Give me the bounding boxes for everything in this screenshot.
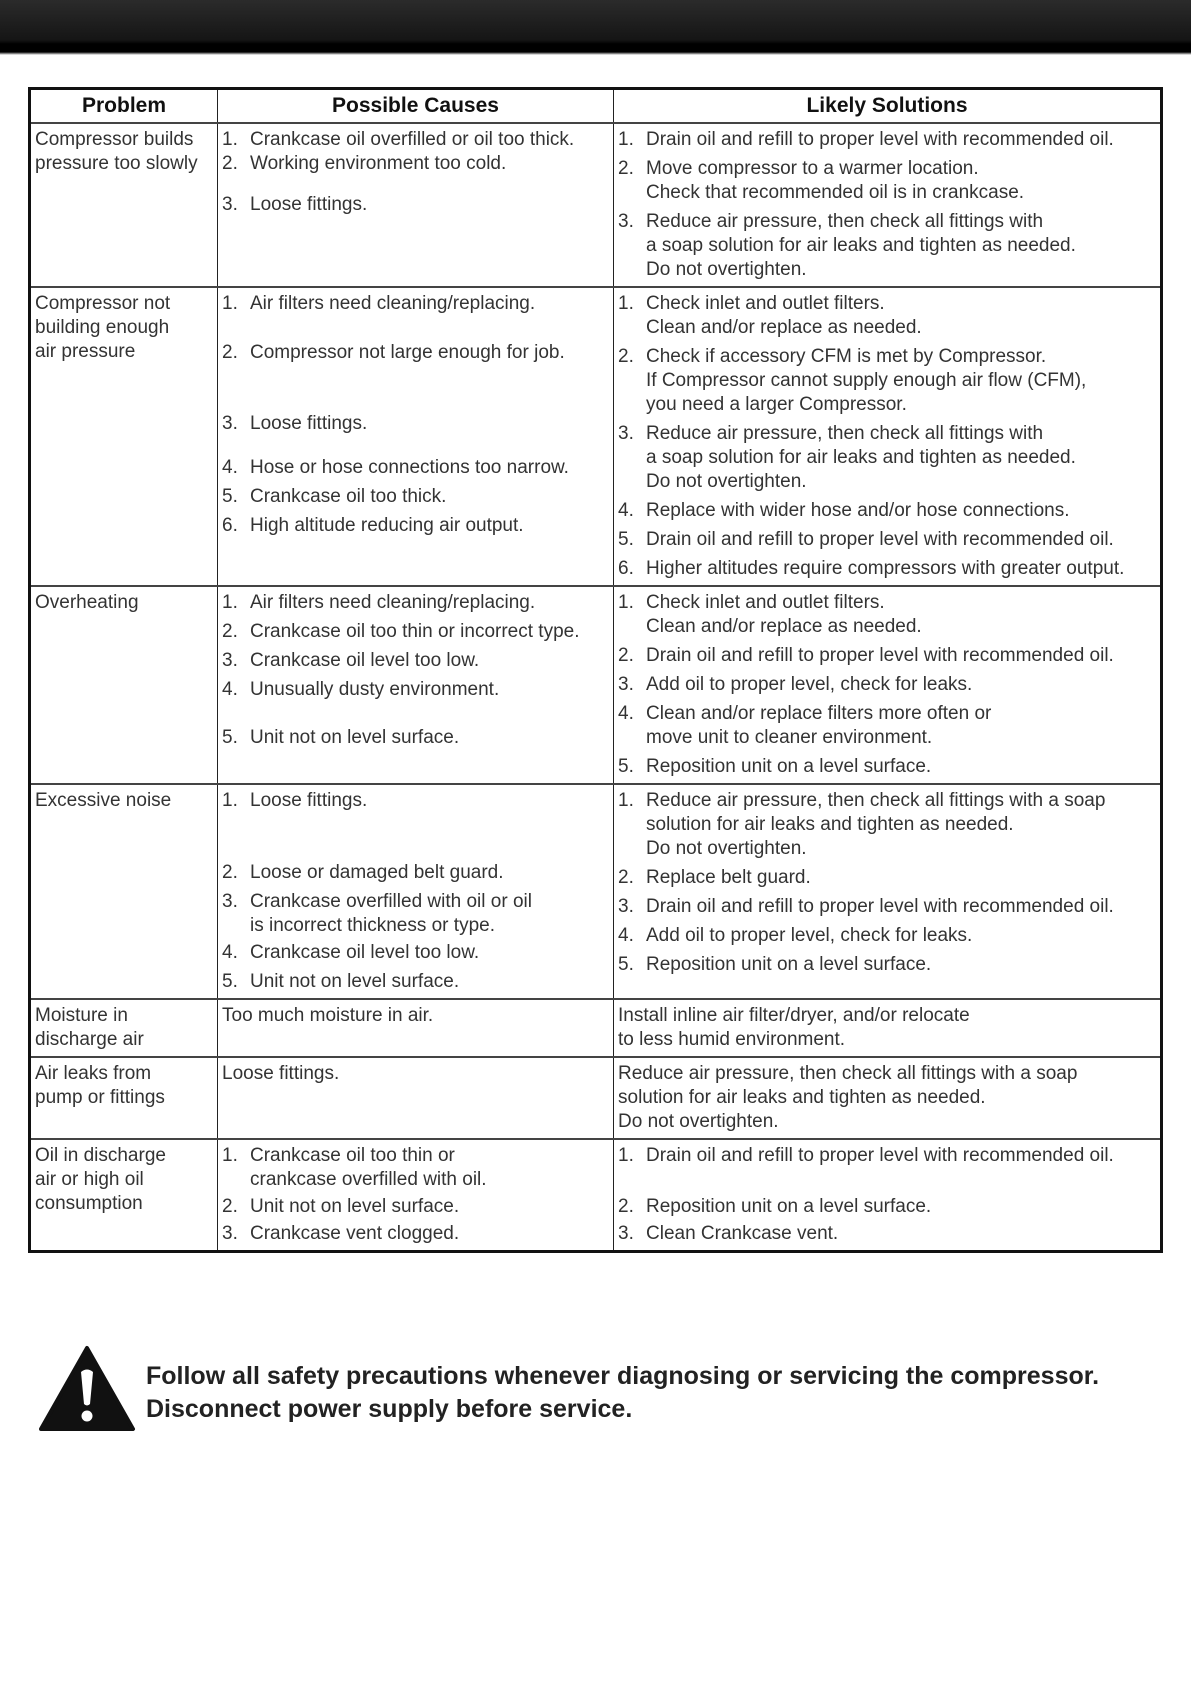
item-line: Loose or damaged belt guard.: [250, 862, 504, 883]
item-line: Crankcase oil too thin or incorrect type.: [250, 621, 580, 642]
item-line: Too much moisture in air.: [222, 1005, 434, 1026]
item-text: [250, 341, 609, 365]
item-number: 4.: [222, 679, 238, 700]
item-line: Do not overtighten.: [618, 1111, 779, 1132]
item-text: [250, 620, 609, 644]
problem-line: Air leaks from: [35, 1063, 152, 1084]
item-line: Unit not on level surface.: [250, 1196, 460, 1217]
solution-item: [618, 924, 1156, 948]
item-line: Clean and/or replace filters more often or: [646, 703, 992, 724]
cause-item: [222, 341, 609, 365]
cause-item: [222, 412, 609, 436]
cause-item: [222, 514, 609, 538]
item-text: [250, 1144, 609, 1192]
cause-item: [222, 1062, 609, 1086]
item-text: [250, 726, 609, 750]
causes-cell: [218, 1139, 614, 1252]
cause-item: [222, 1144, 609, 1192]
solution-item: [618, 895, 1156, 919]
item-text: [250, 941, 609, 965]
item-text: [250, 591, 609, 615]
item-line: Reduce air pressure, then check all fittings with: [646, 423, 1044, 444]
solution-item: [618, 1222, 1156, 1246]
item-text: [646, 128, 1156, 152]
item-line: Reduce air pressure, then check all fittings with a soap: [618, 1063, 1078, 1084]
item-number: 3.: [618, 211, 634, 232]
item-text: [250, 649, 609, 673]
item-line: Clean and/or replace as needed.: [646, 616, 922, 637]
item-number: 2.: [222, 1196, 238, 1217]
item-text: [250, 890, 609, 938]
item-text: [250, 152, 609, 176]
cause-item: [222, 292, 609, 316]
item-line: Loose fittings.: [250, 194, 368, 215]
header-problem: Problem: [30, 89, 218, 124]
problem-line: consumption: [35, 1193, 143, 1214]
problem-cell: [30, 287, 218, 586]
table-row: [30, 123, 1162, 287]
item-line: Drain oil and refill to proper level with recommended oil.: [646, 129, 1114, 150]
item-line: Clean and/or replace as needed.: [646, 317, 922, 338]
item-text: [250, 861, 609, 885]
causes-cell: [218, 586, 614, 784]
item-line: Unit not on level surface.: [250, 727, 460, 748]
item-line: move unit to cleaner environment.: [646, 727, 933, 748]
item-text: [646, 591, 1156, 639]
cause-item: [222, 726, 609, 750]
item-text: [222, 1062, 609, 1086]
table-row: [30, 287, 1162, 586]
item-line: Drain oil and refill to proper level with recommended oil.: [646, 896, 1114, 917]
solution-item: [618, 557, 1156, 581]
problem-line: Compressor builds: [35, 129, 194, 150]
item-text: [646, 157, 1156, 205]
item-text: [646, 953, 1156, 977]
item-line: Unusually dusty environment.: [250, 679, 500, 700]
item-line: crankcase overfilled with oil.: [250, 1169, 487, 1190]
item-line: a soap solution for air leaks and tighten as needed.: [646, 447, 1076, 468]
item-text: [646, 345, 1156, 417]
solution-item: [618, 789, 1156, 861]
solution-item: [618, 673, 1156, 697]
item-number: 5.: [618, 529, 634, 550]
problem-cell: [30, 123, 218, 287]
item-number: 1.: [618, 592, 634, 613]
item-number: 2.: [222, 342, 238, 363]
causes-cell: [218, 287, 614, 586]
item-line: Crankcase vent clogged.: [250, 1223, 460, 1244]
item-number: 5.: [618, 954, 634, 975]
item-line: Check inlet and outlet filters.: [646, 592, 885, 613]
solution-item: [618, 866, 1156, 890]
causes-cell: [218, 784, 614, 999]
item-line: Replace belt guard.: [646, 867, 811, 888]
problem-cell: [30, 1139, 218, 1252]
item-line: Loose fittings.: [222, 1063, 340, 1084]
cause-item: [222, 193, 609, 217]
problem-line: air pressure: [35, 341, 136, 362]
item-number: 1.: [618, 293, 634, 314]
item-text: [646, 673, 1156, 697]
item-line: Crankcase oil level too low.: [250, 650, 480, 671]
item-number: 1.: [618, 790, 634, 811]
solution-item: [618, 128, 1156, 152]
cause-item: [222, 941, 609, 965]
header-likely-solutions: Likely Solutions: [614, 89, 1162, 124]
item-line: Do not overtighten.: [646, 471, 807, 492]
item-number: 1.: [222, 293, 238, 314]
item-line: Reposition unit on a level surface.: [646, 1196, 932, 1217]
item-text: [250, 678, 609, 702]
item-number: 3.: [618, 1223, 634, 1244]
item-number: 5.: [222, 971, 238, 992]
cause-item: [222, 1222, 609, 1246]
solution-item: [618, 644, 1156, 668]
item-text: [646, 210, 1156, 282]
solution-item: [618, 345, 1156, 417]
cause-item: [222, 1004, 609, 1028]
problem-cell: [30, 999, 218, 1057]
item-text: [646, 895, 1156, 919]
item-text: [646, 924, 1156, 948]
item-line: Air filters need cleaning/replacing.: [250, 293, 536, 314]
cause-item: [222, 861, 609, 885]
item-line: Reduce air pressure, then check all fittings with a soap: [646, 790, 1106, 811]
item-line: is incorrect thickness or type.: [250, 915, 495, 936]
item-number: 1.: [222, 790, 238, 811]
warning-triangle-icon: [38, 1344, 136, 1432]
item-number: 1.: [618, 129, 634, 150]
problem-line: air or high oil: [35, 1169, 144, 1190]
item-line: solution for air leaks and tighten as needed.: [646, 814, 1014, 835]
warning-line-1: Follow all safety precautions whenever diagnosing or servicing the compressor.: [146, 1362, 1100, 1390]
item-line: Crankcase overfilled with oil or oil: [250, 891, 532, 912]
cause-item: [222, 890, 609, 938]
problem-line: pump or fittings: [35, 1087, 165, 1108]
solution-item: [618, 1144, 1156, 1168]
item-number: 3.: [222, 413, 238, 434]
solution-item: [618, 953, 1156, 977]
item-number: 1.: [618, 1145, 634, 1166]
item-number: 2.: [618, 867, 634, 888]
item-text: [618, 1062, 1156, 1134]
item-line: Loose fittings.: [250, 413, 368, 434]
solution-item: [618, 1195, 1156, 1219]
item-number: 4.: [222, 942, 238, 963]
solutions-cell: [614, 123, 1162, 287]
problem-line: Compressor not: [35, 293, 171, 314]
solution-item: [618, 157, 1156, 205]
item-line: Do not overtighten.: [646, 838, 807, 859]
item-line: Loose fittings.: [250, 790, 368, 811]
item-line: If Compressor cannot supply enough air flow (CFM),: [646, 370, 1087, 391]
item-line: Crankcase oil too thin or: [250, 1145, 455, 1166]
warning-line-2: Disconnect power supply before service.: [146, 1395, 633, 1423]
solution-item: [618, 499, 1156, 523]
item-number: 3.: [222, 1223, 238, 1244]
solution-item: [618, 702, 1156, 750]
item-text: [646, 292, 1156, 340]
item-number: 4.: [222, 457, 238, 478]
item-line: Crankcase oil too thick.: [250, 486, 447, 507]
solution-item: [618, 1004, 1156, 1052]
item-text: [646, 644, 1156, 668]
problem-line: pressure too slowly: [35, 153, 198, 174]
item-number: 5.: [222, 486, 238, 507]
item-number: 2.: [618, 158, 634, 179]
causes-cell: [218, 1057, 614, 1139]
item-text: [646, 1144, 1156, 1168]
header-possible-causes: Possible Causes: [218, 89, 614, 124]
item-line: Compressor not large enough for job.: [250, 342, 565, 363]
item-number: 2.: [222, 862, 238, 883]
item-line: Unit not on level surface.: [250, 971, 460, 992]
item-line: Reduce air pressure, then check all fittings with: [646, 211, 1044, 232]
item-text: [618, 1004, 1156, 1052]
causes-cell: [218, 999, 614, 1057]
item-number: 3.: [222, 891, 238, 912]
item-text: [646, 1222, 1156, 1246]
item-line: Check that recommended oil is in crankcase.: [646, 182, 1025, 203]
item-line: Replace with wider hose and/or hose connections.: [646, 500, 1070, 521]
item-number: 3.: [618, 896, 634, 917]
item-text: [250, 193, 609, 217]
problem-line: Oil in discharge: [35, 1145, 166, 1166]
solutions-cell: [614, 1139, 1162, 1252]
item-text: [250, 412, 609, 436]
item-text: [646, 557, 1156, 581]
item-line: Check if accessory CFM is met by Compressor.: [646, 346, 1047, 367]
table-row: [30, 1057, 1162, 1139]
item-line: Install inline air filter/dryer, and/or relocate: [618, 1005, 970, 1026]
cause-item: [222, 152, 609, 176]
table-row: [30, 999, 1162, 1057]
item-line: Clean Crankcase vent.: [646, 1223, 839, 1244]
item-line: you need a larger Compressor.: [646, 394, 907, 415]
item-number: 2.: [222, 621, 238, 642]
solution-item: [618, 422, 1156, 494]
item-line: Crankcase oil level too low.: [250, 942, 480, 963]
solution-item: [618, 755, 1156, 779]
item-text: [646, 866, 1156, 890]
item-number: 1.: [222, 592, 238, 613]
solutions-cell: [614, 999, 1162, 1057]
cause-item: [222, 649, 609, 673]
item-number: 3.: [618, 423, 634, 444]
item-number: 4.: [618, 703, 634, 724]
item-text: [646, 499, 1156, 523]
table-row: [30, 586, 1162, 784]
item-number: 4.: [618, 500, 634, 521]
problem-line: Moisture in: [35, 1005, 128, 1026]
item-number: 4.: [618, 925, 634, 946]
table-row: [30, 1139, 1162, 1252]
solutions-cell: [614, 287, 1162, 586]
item-number: 3.: [618, 674, 634, 695]
item-line: a soap solution for air leaks and tighten as needed.: [646, 235, 1076, 256]
item-text: [250, 514, 609, 538]
problem-line: Excessive noise: [35, 790, 172, 811]
solutions-cell: [614, 1057, 1162, 1139]
problem-line: Overheating: [35, 592, 139, 613]
cause-item: [222, 970, 609, 994]
item-line: Drain oil and refill to proper level with recommended oil.: [646, 645, 1114, 666]
item-number: 3.: [222, 194, 238, 215]
problem-cell: [30, 586, 218, 784]
cause-item: [222, 678, 609, 702]
item-line: Add oil to proper level, check for leaks.: [646, 674, 973, 695]
item-text: [250, 292, 609, 316]
troubleshooting-table: [28, 87, 1163, 1253]
item-line: Check inlet and outlet filters.: [646, 293, 885, 314]
problem-cell: [30, 1057, 218, 1139]
item-number: 1.: [222, 129, 238, 150]
item-line: Drain oil and refill to proper level with recommended oil.: [646, 529, 1114, 550]
solution-item: [618, 1062, 1156, 1134]
cause-item: [222, 1195, 609, 1219]
item-number: 2.: [618, 346, 634, 367]
solution-item: [618, 591, 1156, 639]
item-line: Air filters need cleaning/replacing.: [250, 592, 536, 613]
item-text: [646, 528, 1156, 552]
item-line: Hose or hose connections too narrow.: [250, 457, 569, 478]
item-number: 5.: [222, 727, 238, 748]
item-line: Working environment too cold.: [250, 153, 507, 174]
item-text: [250, 1195, 609, 1219]
problem-line: building enough: [35, 317, 170, 338]
top-header-bar: [0, 0, 1191, 55]
table-row: [30, 784, 1162, 999]
cause-item: [222, 485, 609, 509]
item-text: [250, 970, 609, 994]
safety-warning: [38, 1344, 1158, 1434]
item-number: 5.: [618, 756, 634, 777]
item-text: [250, 128, 609, 152]
cause-item: [222, 591, 609, 615]
item-text: [250, 485, 609, 509]
item-line: Add oil to proper level, check for leaks.: [646, 925, 973, 946]
table-header-row: [30, 89, 1162, 124]
item-line: Crankcase oil overfilled or oil too thick.: [250, 129, 575, 150]
item-number: 2.: [618, 1196, 634, 1217]
item-line: Reposition unit on a level surface.: [646, 954, 932, 975]
problem-line: discharge air: [35, 1029, 144, 1050]
item-line: Do not overtighten.: [646, 259, 807, 280]
solution-item: [618, 292, 1156, 340]
item-text: [646, 1195, 1156, 1219]
item-text: [250, 789, 609, 813]
solution-item: [618, 210, 1156, 282]
item-text: [250, 1222, 609, 1246]
item-text: [222, 1004, 609, 1028]
item-line: to less humid environment.: [618, 1029, 846, 1050]
item-number: 2.: [222, 153, 238, 174]
causes-cell: [218, 123, 614, 287]
item-text: [646, 422, 1156, 494]
item-line: Move compressor to a warmer location.: [646, 158, 979, 179]
item-line: Higher altitudes require compressors with greater output.: [646, 558, 1125, 579]
item-line: Drain oil and refill to proper level with recommended oil.: [646, 1145, 1114, 1166]
item-line: Reposition unit on a level surface.: [646, 756, 932, 777]
cause-item: [222, 620, 609, 644]
item-text: [646, 789, 1156, 861]
item-line: High altitude reducing air output.: [250, 515, 524, 536]
item-text: [646, 755, 1156, 779]
solution-item: [618, 528, 1156, 552]
solutions-cell: [614, 784, 1162, 999]
problem-cell: [30, 784, 218, 999]
cause-item: [222, 456, 609, 480]
item-number: 2.: [618, 645, 634, 666]
item-line: solution for air leaks and tighten as needed.: [618, 1087, 986, 1108]
item-number: 6.: [222, 515, 238, 536]
item-number: 3.: [222, 650, 238, 671]
item-number: 6.: [618, 558, 634, 579]
cause-item: [222, 789, 609, 813]
item-text: [250, 456, 609, 480]
solutions-cell: [614, 586, 1162, 784]
item-text: [646, 702, 1156, 750]
cause-item: [222, 128, 609, 152]
item-number: 1.: [222, 1145, 238, 1166]
